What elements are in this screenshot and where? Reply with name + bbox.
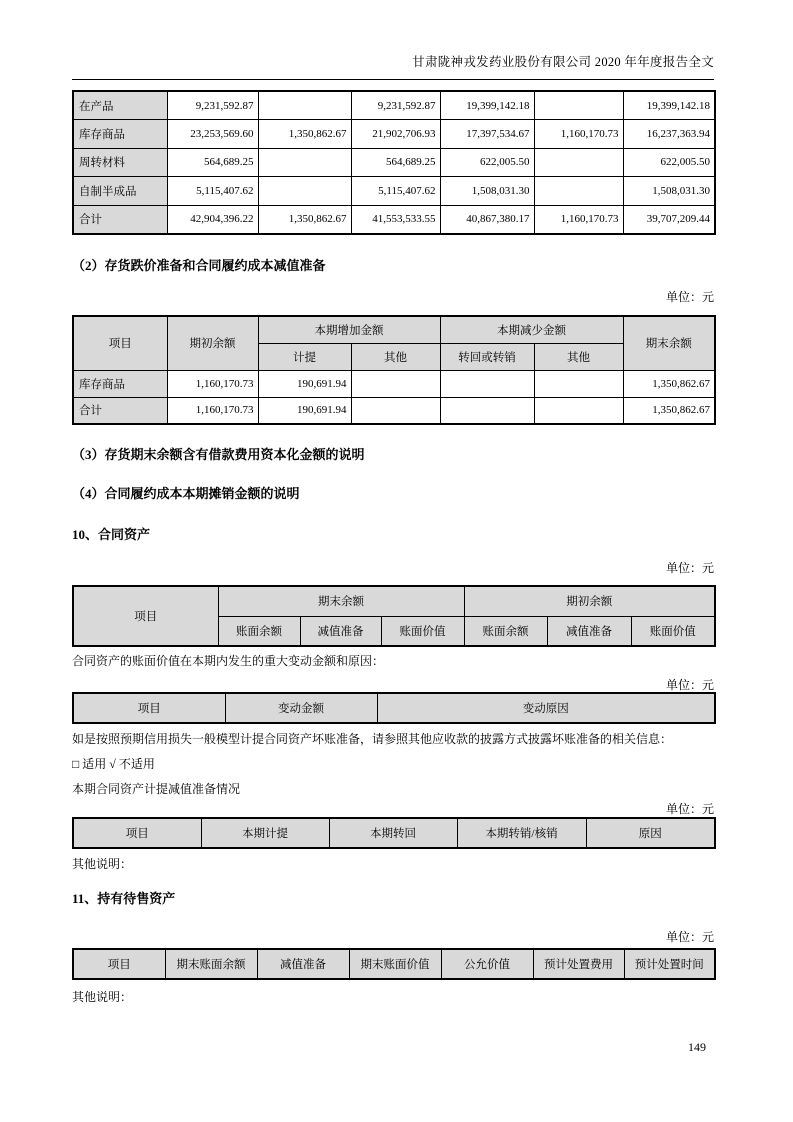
value-cell <box>534 397 623 424</box>
col-header-accrual: 本期计提 <box>201 818 329 848</box>
value-cell: 42,904,396.22 <box>167 205 258 234</box>
value-cell: 17,397,534.67 <box>440 120 534 149</box>
col-header-opening-group: 期初余额 <box>464 586 715 616</box>
table-row <box>73 370 715 397</box>
inventory-detail-table <box>72 90 716 235</box>
table-row <box>73 148 715 177</box>
col-header-book-value: 账面价值 <box>631 616 715 646</box>
value-cell <box>440 397 534 424</box>
contract-asset-table <box>72 585 716 647</box>
value-cell: 1,350,862.67 <box>258 120 351 149</box>
value-cell <box>534 370 623 397</box>
page-header <box>72 52 714 70</box>
inventory-provision-table <box>72 315 716 425</box>
col-header-item: 项目 <box>73 949 165 979</box>
other-note: 其他说明： <box>72 990 133 1004</box>
col-header-impairment: 减值准备 <box>547 616 631 646</box>
col-header-book-balance: 账面余额 <box>218 616 300 646</box>
col-header-item: 项目 <box>73 586 218 646</box>
table-header-row <box>73 586 715 616</box>
value-cell <box>351 397 440 424</box>
value-cell: 23,253,569.60 <box>167 120 258 149</box>
value-cell: 1,350,862.67 <box>258 205 351 234</box>
value-cell <box>440 370 534 397</box>
contract-asset-change-table <box>72 692 716 724</box>
section-10-heading: 10、合同资产 <box>72 527 151 542</box>
col-header-other: 其他 <box>351 343 440 370</box>
section-2-heading: （2）存货跌价准备和合同履约成本减值准备 <box>72 258 326 273</box>
unit-label: 单位：元 <box>665 678 714 692</box>
col-header-closing-group: 期末余额 <box>218 586 464 616</box>
table-row <box>73 177 715 206</box>
held-for-sale-table <box>72 948 716 980</box>
value-cell <box>258 148 351 177</box>
col-header-opening: 期初余额 <box>167 316 258 370</box>
other-note: 其他说明： <box>72 857 133 871</box>
value-cell: 21,902,706.93 <box>351 120 440 149</box>
value-cell: 40,867,380.17 <box>440 205 534 234</box>
col-header-change-amount: 变动金额 <box>225 693 377 723</box>
unit-label: 单位：元 <box>665 290 714 304</box>
table-header-row <box>73 949 715 979</box>
value-cell <box>351 370 440 397</box>
value-cell: 1,350,862.67 <box>623 370 715 397</box>
value-cell: 41,553,533.55 <box>351 205 440 234</box>
col-header-reason: 原因 <box>586 818 715 848</box>
value-cell <box>534 177 623 206</box>
col-header-reversal: 转回或转销 <box>440 343 534 370</box>
table-row <box>73 205 715 234</box>
row-label-cell: 合计 <box>73 397 167 424</box>
value-cell: 564,689.25 <box>351 148 440 177</box>
value-cell: 1,160,170.73 <box>167 397 258 424</box>
row-label-cell: 周转材料 <box>73 148 167 177</box>
row-label-cell: 自制半成品 <box>73 177 167 206</box>
col-header-expected-time: 预计处置时间 <box>624 949 715 979</box>
col-header-closing: 期末余额 <box>623 316 715 370</box>
header-title: 甘肃陇神戎发药业股份有限公司 2020 年年度报告全文 <box>412 55 714 69</box>
value-cell <box>534 91 623 120</box>
value-cell: 5,115,407.62 <box>351 177 440 206</box>
row-label-cell: 库存商品 <box>73 370 167 397</box>
contract-asset-change-note: 合同资产的账面价值在本期内发生的重大变动金额和原因： <box>72 654 385 668</box>
section-11-heading: 11、持有待售资产 <box>72 891 176 906</box>
value-cell <box>258 91 351 120</box>
impairment-note: 本期合同资产计提减值准备情况 <box>72 782 241 796</box>
col-header-writeoff: 本期转销/核销 <box>457 818 586 848</box>
col-header-other: 其他 <box>534 343 623 370</box>
section-3-heading: （3）存货期末余额含有借款费用资本化金额的说明 <box>72 447 365 462</box>
value-cell: 190,691.94 <box>258 397 351 424</box>
row-label-cell: 库存商品 <box>73 120 167 149</box>
value-cell: 9,231,592.87 <box>351 91 440 120</box>
value-cell: 9,231,592.87 <box>167 91 258 120</box>
col-header-item: 项目 <box>73 316 167 370</box>
header-divider <box>72 79 714 80</box>
col-header-fair-value: 公允价值 <box>441 949 533 979</box>
value-cell: 564,689.25 <box>167 148 258 177</box>
unit-label: 单位：元 <box>665 561 714 575</box>
value-cell: 19,399,142.18 <box>440 91 534 120</box>
col-header-expected-cost: 预计处置费用 <box>533 949 624 979</box>
value-cell: 19,399,142.18 <box>623 91 715 120</box>
value-cell <box>258 177 351 206</box>
applicable-choice-line: □ 适用 √ 不适用 <box>72 757 155 771</box>
col-header-accrual: 计提 <box>258 343 351 370</box>
col-header-reversal: 本期转回 <box>329 818 457 848</box>
col-header-book-balance: 账面余额 <box>464 616 547 646</box>
row-label-cell: 在产品 <box>73 91 167 120</box>
value-cell: 1,160,170.73 <box>534 120 623 149</box>
table-header-row <box>73 818 715 848</box>
unit-label: 单位：元 <box>665 802 714 816</box>
col-header-change-reason: 变动原因 <box>377 693 715 723</box>
page-number: 149 <box>688 1040 706 1054</box>
col-header-increase-group: 本期增加金额 <box>258 316 440 343</box>
value-cell: 1,508,031.30 <box>440 177 534 206</box>
col-header-impairment: 减值准备 <box>257 949 349 979</box>
value-cell: 1,160,170.73 <box>167 370 258 397</box>
value-cell: 16,237,363.94 <box>623 120 715 149</box>
value-cell: 1,350,862.67 <box>623 397 715 424</box>
table-row <box>73 120 715 149</box>
col-header-impairment: 减值准备 <box>300 616 381 646</box>
value-cell <box>534 148 623 177</box>
unit-label: 单位：元 <box>665 930 714 944</box>
value-cell: 190,691.94 <box>258 370 351 397</box>
value-cell: 5,115,407.62 <box>167 177 258 206</box>
value-cell: 1,160,170.73 <box>534 205 623 234</box>
row-label-cell: 合计 <box>73 205 167 234</box>
table-row <box>73 397 715 424</box>
section-4-heading: （4）合同履约成本本期摊销金额的说明 <box>72 486 300 501</box>
value-cell: 39,707,209.44 <box>623 205 715 234</box>
table-header-row <box>73 316 715 343</box>
value-cell: 1,508,031.30 <box>623 177 715 206</box>
col-header-closing-book-balance: 期末账面余额 <box>165 949 257 979</box>
col-header-closing-book-value: 期末账面价值 <box>349 949 441 979</box>
table-row <box>73 91 715 120</box>
col-header-book-value: 账面价值 <box>381 616 464 646</box>
col-header-decrease-group: 本期减少金额 <box>440 316 623 343</box>
col-header-item: 项目 <box>73 693 225 723</box>
credit-loss-note: 如是按照预期信用损失一般模型计提合同资产坏账准备，请参照其他应收款的披露方式披露坏账准备的相关信息： <box>72 732 673 746</box>
value-cell: 622,005.50 <box>440 148 534 177</box>
value-cell: 622,005.50 <box>623 148 715 177</box>
col-header-item: 项目 <box>73 818 201 848</box>
contract-asset-impairment-table <box>72 817 716 849</box>
table-header-row <box>73 693 715 723</box>
